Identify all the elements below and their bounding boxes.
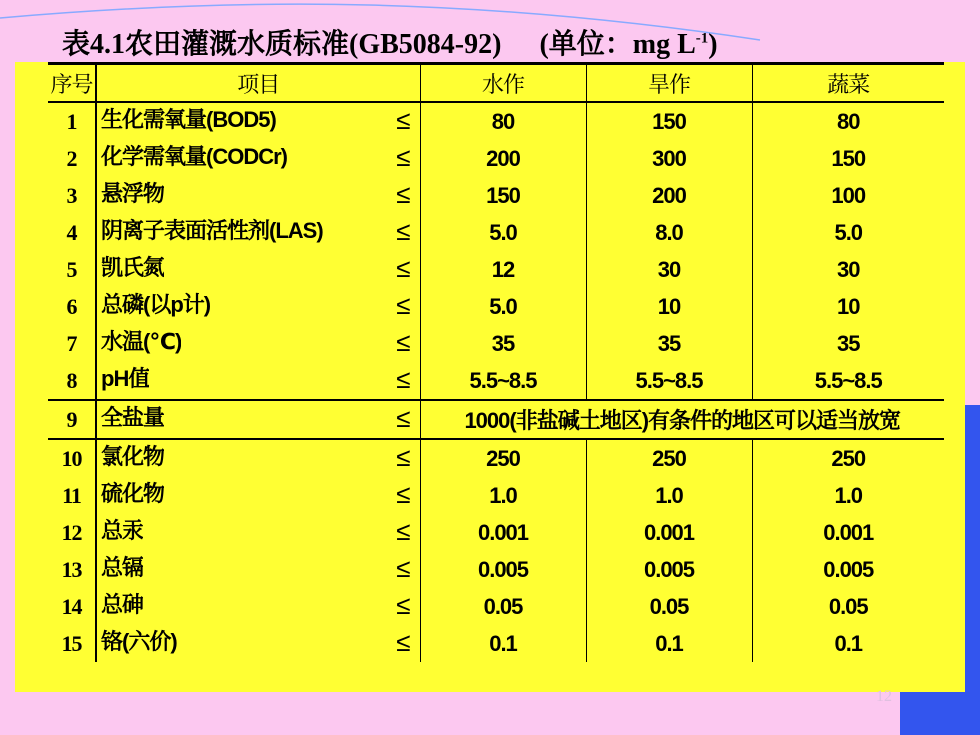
vegetable-value: 35 (837, 330, 860, 356)
dryland-value: 0.05 (586, 588, 752, 625)
vegetable-value: 5.0 (834, 219, 863, 245)
dryland-value: 30 (586, 251, 752, 288)
table-row (48, 251, 944, 288)
slide-title (62, 22, 718, 62)
table-row (48, 514, 944, 551)
table-row (48, 625, 944, 662)
row-number: 8 (48, 362, 96, 400)
page-number: 12 (876, 688, 892, 705)
title-unit-body: mg L (632, 29, 696, 60)
dryland-value: 5.5~8.5 (586, 362, 752, 400)
item-label: 总砷 (101, 592, 144, 617)
dryland-value: 35 (586, 325, 752, 362)
table-row (48, 177, 944, 214)
paddy-value: 80 (420, 102, 586, 140)
paddy-value: 0.001 (420, 514, 586, 551)
dryland-value: 300 (586, 140, 752, 177)
row-item (96, 214, 420, 251)
dryland-value: 0.1 (586, 625, 752, 662)
table-row (48, 477, 944, 514)
table-row (48, 362, 944, 400)
row-item (96, 439, 420, 477)
paddy-value: 0.05 (420, 588, 586, 625)
table-row (48, 325, 944, 362)
row-item (96, 140, 420, 177)
dryland-value: 8.0 (586, 214, 752, 251)
table-header-row (48, 64, 944, 103)
vegetable-value: 0.05 (828, 593, 868, 619)
row-item (96, 625, 420, 662)
row-number: 5 (48, 251, 96, 288)
leq-symbol: ≤ (396, 627, 410, 657)
paddy-value: 0.1 (420, 625, 586, 662)
leq-symbol: ≤ (396, 364, 410, 394)
table-row (48, 140, 944, 177)
row-item (96, 177, 420, 214)
header-item: 项目 (96, 64, 420, 103)
header-no: 序号 (48, 64, 96, 103)
table-row (48, 288, 944, 325)
table-row (48, 588, 944, 625)
dryland-value: 0.005 (586, 551, 752, 588)
row-number: 15 (48, 625, 96, 662)
table-row (48, 400, 944, 439)
header-vegetable: 蔬菜 (752, 64, 944, 103)
title-main: 表4.1农田灌溉水质标准(GB5084-92) (62, 29, 502, 60)
paddy-value: 200 (420, 140, 586, 177)
vegetable-value: 30 (837, 256, 860, 282)
item-label: 水温(℃) (101, 329, 182, 354)
vegetable-value: 10 (837, 293, 860, 319)
item-label: 生化需氧量(BOD5) (101, 107, 276, 132)
paddy-value: 5.0 (420, 214, 586, 251)
row-number: 3 (48, 177, 96, 214)
dryland-value: 150 (586, 102, 752, 140)
row-item (96, 325, 420, 362)
item-label: 阴离子表面活性剂(LAS) (101, 218, 323, 243)
row-item (96, 477, 420, 514)
row-item (96, 251, 420, 288)
paddy-value: 12 (420, 251, 586, 288)
row-item (96, 588, 420, 625)
row-number: 6 (48, 288, 96, 325)
leq-symbol: ≤ (396, 403, 410, 433)
item-label: 悬浮物 (101, 181, 165, 206)
leq-symbol: ≤ (396, 216, 410, 246)
row-number: 7 (48, 325, 96, 362)
item-label: 总镉 (101, 555, 144, 580)
table-row (48, 102, 944, 140)
leq-symbol: ≤ (396, 590, 410, 620)
item-label: 化学需氧量(CODCr) (101, 144, 287, 169)
leq-symbol: ≤ (396, 179, 410, 209)
title-unit-sup: -1 (695, 30, 709, 47)
leq-symbol: ≤ (396, 442, 410, 472)
vegetable-value: 5.5~8.5 (814, 367, 882, 393)
row-number: 10 (48, 439, 96, 477)
dryland-value: 1.0 (586, 477, 752, 514)
title-unit-suffix: ) (708, 29, 718, 60)
paddy-value: 0.005 (420, 551, 586, 588)
leq-symbol: ≤ (396, 142, 410, 172)
leq-symbol: ≤ (396, 327, 410, 357)
header-paddy: 水作 (420, 64, 586, 103)
row-number: 2 (48, 140, 96, 177)
vegetable-value: 0.1 (834, 630, 863, 656)
leq-symbol: ≤ (396, 516, 410, 546)
vegetable-value: 150 (831, 145, 866, 171)
row-number: 9 (48, 400, 96, 439)
leq-symbol: ≤ (396, 290, 410, 320)
paddy-value: 5.0 (420, 288, 586, 325)
row-number: 11 (48, 477, 96, 514)
vegetable-value: 80 (837, 108, 860, 134)
vegetable-value: 0.001 (823, 519, 874, 545)
row-item (96, 362, 420, 400)
row-item (96, 514, 420, 551)
title-unit-prefix: (单位： (539, 29, 633, 60)
dryland-value: 250 (586, 439, 752, 477)
water-quality-table (48, 62, 944, 662)
vegetable-value: 0.005 (823, 556, 874, 582)
dryland-value: 200 (586, 177, 752, 214)
row-number: 13 (48, 551, 96, 588)
dryland-value: 0.001 (586, 514, 752, 551)
merged-value: 1000(非盐碱土地区)有条件的地区可以适当放宽 (420, 400, 944, 439)
row-item (96, 551, 420, 588)
item-label: 氯化物 (101, 444, 165, 469)
table-row (48, 214, 944, 251)
table-row (48, 439, 944, 477)
item-label: 铬(六价) (101, 629, 177, 654)
table-row (48, 551, 944, 588)
vegetable-value: 100 (831, 182, 866, 208)
row-item (96, 400, 420, 439)
paddy-value: 5.5~8.5 (420, 362, 586, 400)
row-number: 4 (48, 214, 96, 251)
paddy-value: 250 (420, 439, 586, 477)
vegetable-value: 1.0 (834, 482, 863, 508)
leq-symbol: ≤ (396, 253, 410, 283)
paddy-value: 150 (420, 177, 586, 214)
paddy-value: 1.0 (420, 477, 586, 514)
dryland-value: 10 (586, 288, 752, 325)
leq-symbol: ≤ (396, 553, 410, 583)
row-number: 1 (48, 102, 96, 140)
item-label: 总汞 (101, 518, 144, 543)
item-label: 凯氏氮 (101, 255, 165, 280)
leq-symbol: ≤ (396, 105, 410, 135)
header-dryland: 旱作 (586, 64, 752, 103)
row-number: 12 (48, 514, 96, 551)
item-label: pH值 (101, 366, 150, 391)
leq-symbol: ≤ (396, 479, 410, 509)
row-number: 14 (48, 588, 96, 625)
item-label: 总磷(以p计) (101, 292, 211, 317)
vegetable-value: 250 (831, 445, 866, 471)
paddy-value: 35 (420, 325, 586, 362)
item-label: 全盐量 (101, 405, 165, 430)
row-item (96, 288, 420, 325)
item-label: 硫化物 (101, 481, 165, 506)
row-item (96, 102, 420, 140)
